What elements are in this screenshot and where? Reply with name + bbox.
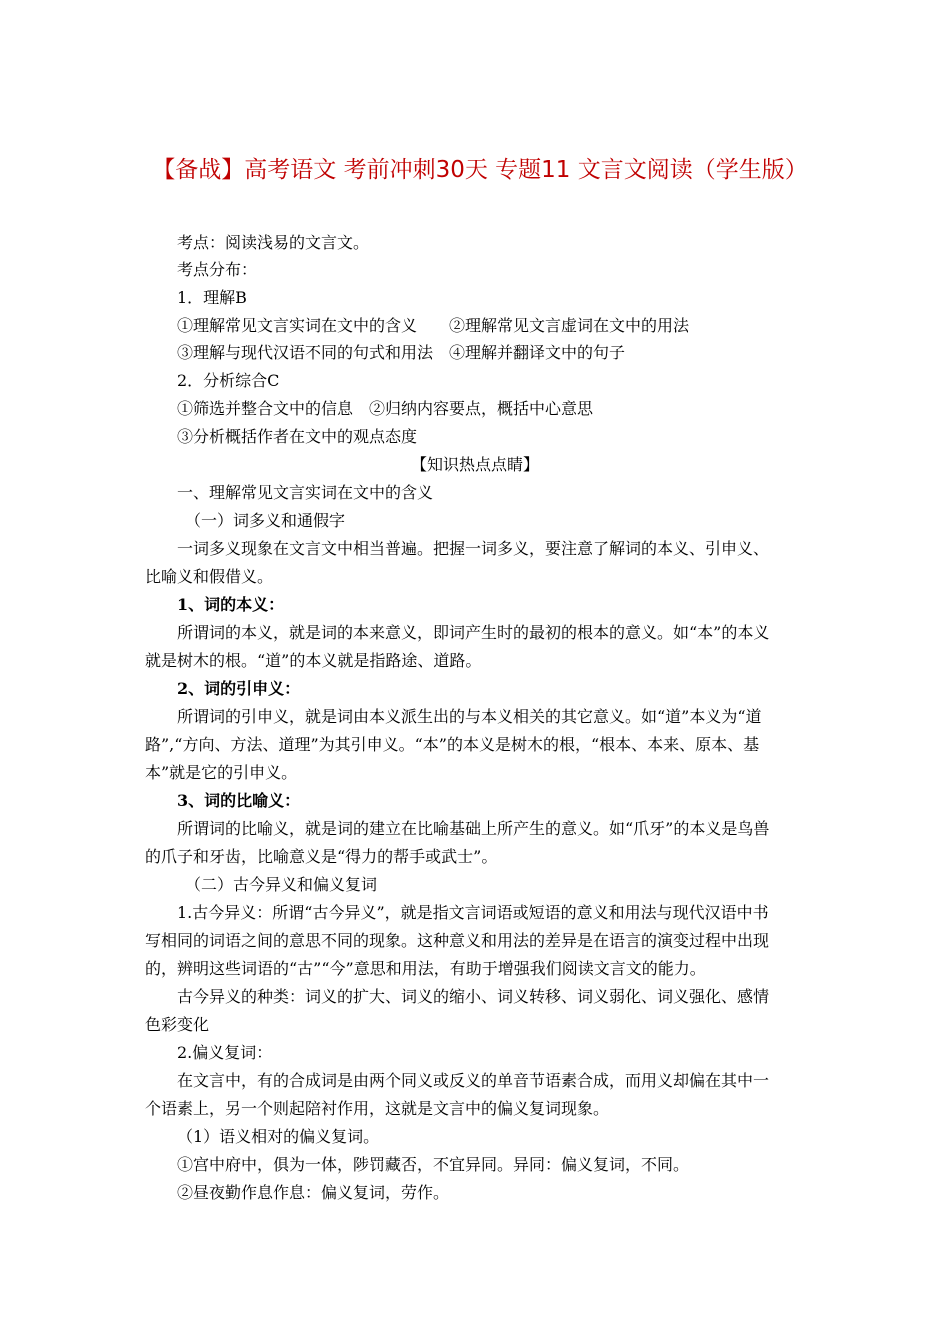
text-line: 古今异义的种类：词义的扩大、词义的缩小、词义转移、词义弱化、词义强化、感情 (177, 987, 770, 1006)
text-line: 个语素上，另一个则起陪衬作用，这就是文言中的偏义复词现象。 (145, 1099, 610, 1118)
text-line: 1、词的本义： (177, 595, 285, 614)
text-line: 路”,“方向、方法、道理”为其引申义。“本”的本义是树木的根，“根本、本来、原本、基 (145, 735, 760, 754)
text-line: 2．分析综合C (177, 371, 280, 390)
text-line: 在文言中，有的合成词是由两个同义或反义的单音节语素合成，而用义却偏在其中一 (177, 1071, 770, 1090)
document-title: 【备战】高考语文 考前冲刺30天 专题11 文言文阅读（学生版） (152, 157, 808, 183)
text-line: 所谓词的比喻义，就是词的建立在比喻基础上所产生的意义。如“爪牙”的本义是鸟兽 (177, 819, 770, 838)
text-line: （一）词多义和通假字 (185, 511, 346, 530)
text-line: 3、词的比喻义： (177, 791, 301, 810)
text-line: 就是树木的根。“道”的本义就是指路途、道路。 (145, 651, 482, 670)
text-line: 所谓词的引申义，就是词由本义派生出的与本义相关的其它意义。如“道”本义为“道 (177, 707, 762, 726)
text-line: ①宫中府中，俱为一体，陟罚藏否，不宜异同。异同：偏义复词，不同。 (177, 1155, 690, 1174)
text-line: 一词多义现象在文言文中相当普遍。把握一词多义，要注意了解词的本义、引申义、 (177, 539, 770, 558)
section-heading: 【知识热点点睛】 (410, 455, 539, 474)
text-line: 比喻义和假借义。 (145, 567, 274, 586)
text-line: 色彩变化 (145, 1015, 210, 1034)
text-line: 2.偏义复词： (177, 1043, 273, 1062)
text-line: 一、理解常见文言实词在文中的含义 (177, 483, 434, 502)
text-line: （二）古今异义和偏义复词 (185, 875, 378, 894)
text-line: 的爪子和牙齿，比喻意义是“得力的帮手或武士”。 (145, 847, 498, 866)
text-line: 1．理解B (177, 288, 247, 307)
text-line: 考点：阅读浅易的文言文。 (177, 233, 370, 252)
text-line: ③理解与现代汉语不同的句式和用法 ④理解并翻译文中的句子 (177, 343, 626, 362)
text-line: 所谓词的本义，就是词的本来意义，即词产生时的最初的根本的意义。如“本”的本义 (177, 623, 770, 642)
text-line: 写相同的词语之间的意思不同的现象。这种意义和用法的差异是在语言的演变过程中出现 (145, 931, 770, 950)
text-line: 本”就是它的引申义。 (145, 763, 298, 782)
text-line: ①筛选并整合文中的信息 ②归纳内容要点，概括中心意思 (177, 399, 594, 418)
text-line: （1）语义相对的偏义复词。 (177, 1127, 380, 1146)
text-line: 的，辨明这些词语的“古”“今”意思和用法，有助于增强我们阅读文言文的能力。 (145, 959, 706, 978)
text-line: 2、词的引申义： (177, 679, 301, 698)
text-line: 1.古今异义：所谓“古今异义”，就是指文言词语或短语的意义和用法与现代汉语中书 (177, 903, 769, 922)
text-line: ②昼夜勤作息作息：偏义复词，劳作。 (177, 1183, 450, 1202)
text-line: ①理解常见文言实词在文中的含义 ②理解常见文言虚词在文中的用法 (177, 316, 690, 335)
text-line: ③分析概括作者在文中的观点态度 (177, 427, 418, 446)
text-line: 考点分布： (177, 260, 258, 279)
